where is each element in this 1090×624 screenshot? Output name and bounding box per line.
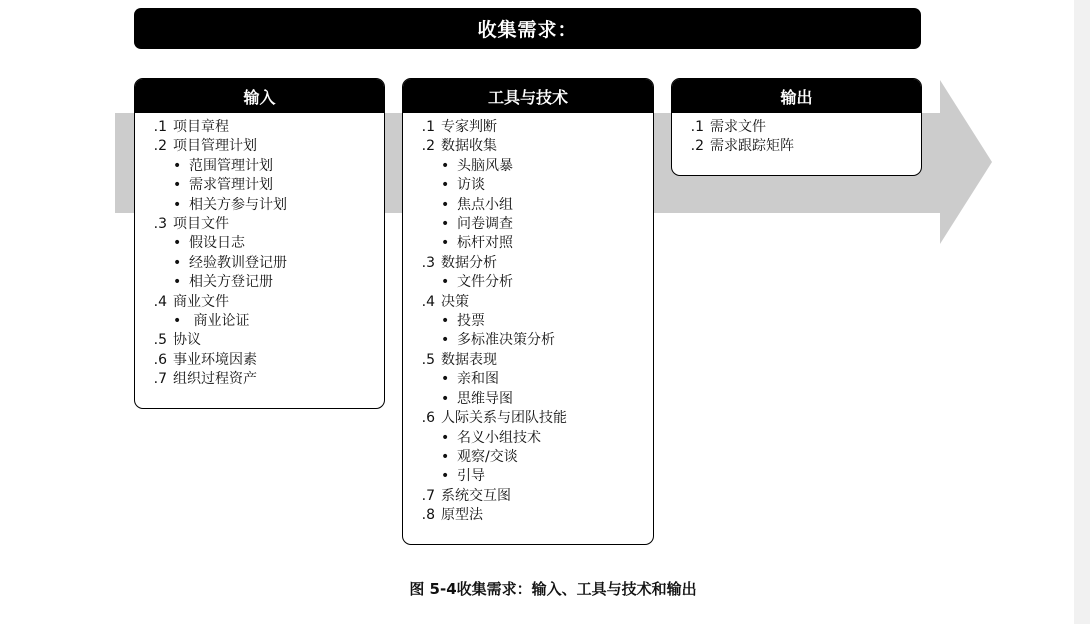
outputs-header: 输出: [672, 79, 921, 113]
sub-item: [403, 331, 653, 350]
bullet-icon: •: [441, 332, 450, 349]
sub-item-label: 文件分析: [457, 274, 513, 291]
sub-item-label: 相关方参与计划: [189, 196, 287, 213]
inputs-list: [135, 113, 384, 390]
sub-item: [135, 273, 384, 292]
item-label: 项目章程: [173, 119, 229, 135]
diagram-title: 收集需求：: [134, 8, 921, 49]
item-label: 系统交互图: [441, 487, 511, 504]
bullet-icon: •: [441, 429, 450, 446]
list-item: [403, 351, 653, 370]
sub-item-label: 问卷调查: [457, 216, 513, 233]
sub-item-label: 名义小组技术: [457, 429, 541, 446]
bullet-icon: •: [173, 157, 182, 174]
item-number: .5: [153, 332, 167, 349]
tools-box: [402, 78, 654, 545]
item-label: 协议: [173, 332, 201, 349]
item-number: .3: [421, 254, 435, 271]
sub-item: [403, 429, 653, 448]
list-item: [672, 137, 921, 156]
bullet-icon: •: [173, 254, 182, 271]
outputs-list: [672, 113, 921, 157]
item-number: .1: [690, 119, 704, 135]
sub-item: [403, 390, 653, 409]
sub-item: [403, 312, 653, 331]
item-label: 数据表现: [441, 351, 497, 368]
list-item: [135, 331, 384, 350]
sub-item-label: 需求管理计划: [189, 177, 273, 194]
bullet-icon: •: [173, 274, 182, 291]
sub-item-label: 标杆对照: [457, 235, 513, 252]
list-item: [403, 254, 653, 273]
bullet-icon: •: [441, 235, 450, 252]
sub-item-label: 头脑风暴: [457, 157, 513, 174]
bullet-icon: •: [441, 313, 450, 330]
sub-item: [403, 467, 653, 486]
sub-item: [135, 157, 384, 176]
sub-item: [403, 215, 653, 234]
sub-item: [135, 312, 384, 331]
sub-item: [403, 273, 653, 292]
bullet-icon: •: [441, 468, 450, 485]
list-item: [135, 351, 384, 370]
list-item: [403, 487, 653, 506]
list-item: [403, 409, 653, 428]
item-number: .2: [690, 138, 704, 155]
sub-item: [403, 196, 653, 215]
sub-item-label: 范围管理计划: [189, 157, 273, 174]
bullet-icon: •: [441, 196, 450, 213]
sub-item: [403, 448, 653, 467]
item-label: 事业环境因素: [173, 351, 257, 368]
item-number: .2: [153, 138, 167, 155]
sub-item-label: 访谈: [457, 177, 485, 194]
item-label: 项目文件: [173, 216, 229, 233]
item-label: 需求跟踪矩阵: [710, 138, 794, 155]
list-item: [403, 137, 653, 156]
item-number: .1: [421, 119, 435, 135]
list-item: [135, 293, 384, 312]
list-item: [135, 370, 384, 389]
bullet-icon: •: [441, 371, 450, 388]
sub-item-label: 商业论证: [189, 313, 250, 330]
tools-header: 工具与技术: [403, 79, 653, 113]
item-label: 数据收集: [441, 138, 497, 155]
tools-list: [403, 113, 653, 526]
item-number: .3: [153, 216, 167, 233]
item-number: .6: [153, 351, 167, 368]
item-label: 数据分析: [441, 254, 497, 271]
bullet-icon: •: [441, 274, 450, 291]
list-item: [135, 118, 384, 137]
item-number: .8: [421, 507, 435, 524]
sub-item-label: 引导: [457, 468, 485, 485]
list-item: [403, 293, 653, 312]
sub-item-label: 相关方登记册: [189, 274, 273, 291]
list-item: [135, 137, 384, 156]
item-number: .4: [421, 293, 435, 310]
item-number: .2: [421, 138, 435, 155]
item-number: .5: [421, 351, 435, 368]
inputs-box: [134, 78, 385, 409]
bullet-icon: •: [173, 313, 182, 330]
sub-item-label: 思维导图: [457, 390, 513, 407]
sub-item: [135, 234, 384, 253]
sub-item-label: 亲和图: [457, 371, 499, 388]
sub-item-label: 观察/交谈: [457, 448, 518, 465]
outputs-box: [671, 78, 922, 176]
bullet-icon: •: [441, 390, 450, 407]
list-item: [672, 118, 921, 137]
item-label: 原型法: [441, 507, 483, 524]
item-label: 专家判断: [441, 119, 497, 135]
item-number: .7: [153, 371, 167, 388]
sub-item-label: 焦点小组: [457, 196, 513, 213]
sub-item: [403, 234, 653, 253]
bullet-icon: •: [441, 216, 450, 233]
bullet-icon: •: [441, 448, 450, 465]
bullet-icon: •: [173, 235, 182, 252]
sub-item: [403, 176, 653, 195]
list-item: [403, 506, 653, 525]
sub-item: [403, 370, 653, 389]
bullet-icon: •: [173, 196, 182, 213]
item-label: 需求文件: [710, 119, 766, 135]
item-label: 人际关系与团队技能: [441, 410, 567, 427]
item-label: 商业文件: [173, 293, 229, 310]
item-label: 组织过程资产: [173, 371, 257, 388]
item-number: .7: [421, 487, 435, 504]
sub-item-label: 多标准决策分析: [457, 332, 555, 349]
item-number: .4: [153, 293, 167, 310]
figure-caption: 图 5-4收集需求：输入、工具与技术和输出: [409, 580, 697, 598]
sub-item: [135, 196, 384, 215]
sub-item: [135, 176, 384, 195]
item-number: .1: [153, 119, 167, 135]
sub-item: [135, 254, 384, 273]
item-label: 项目管理计划: [173, 138, 257, 155]
sub-item-label: 投票: [457, 313, 485, 330]
item-label: 决策: [441, 293, 469, 310]
bullet-icon: •: [441, 157, 450, 174]
sub-item-label: 假设日志: [189, 235, 245, 252]
bullet-icon: •: [173, 177, 182, 194]
sub-item-label: 经验教训登记册: [189, 254, 287, 271]
list-item: [135, 215, 384, 234]
inputs-header: 输入: [135, 79, 384, 113]
sub-item: [403, 157, 653, 176]
bullet-icon: •: [441, 177, 450, 194]
item-number: .6: [421, 410, 435, 427]
list-item: [403, 118, 653, 137]
